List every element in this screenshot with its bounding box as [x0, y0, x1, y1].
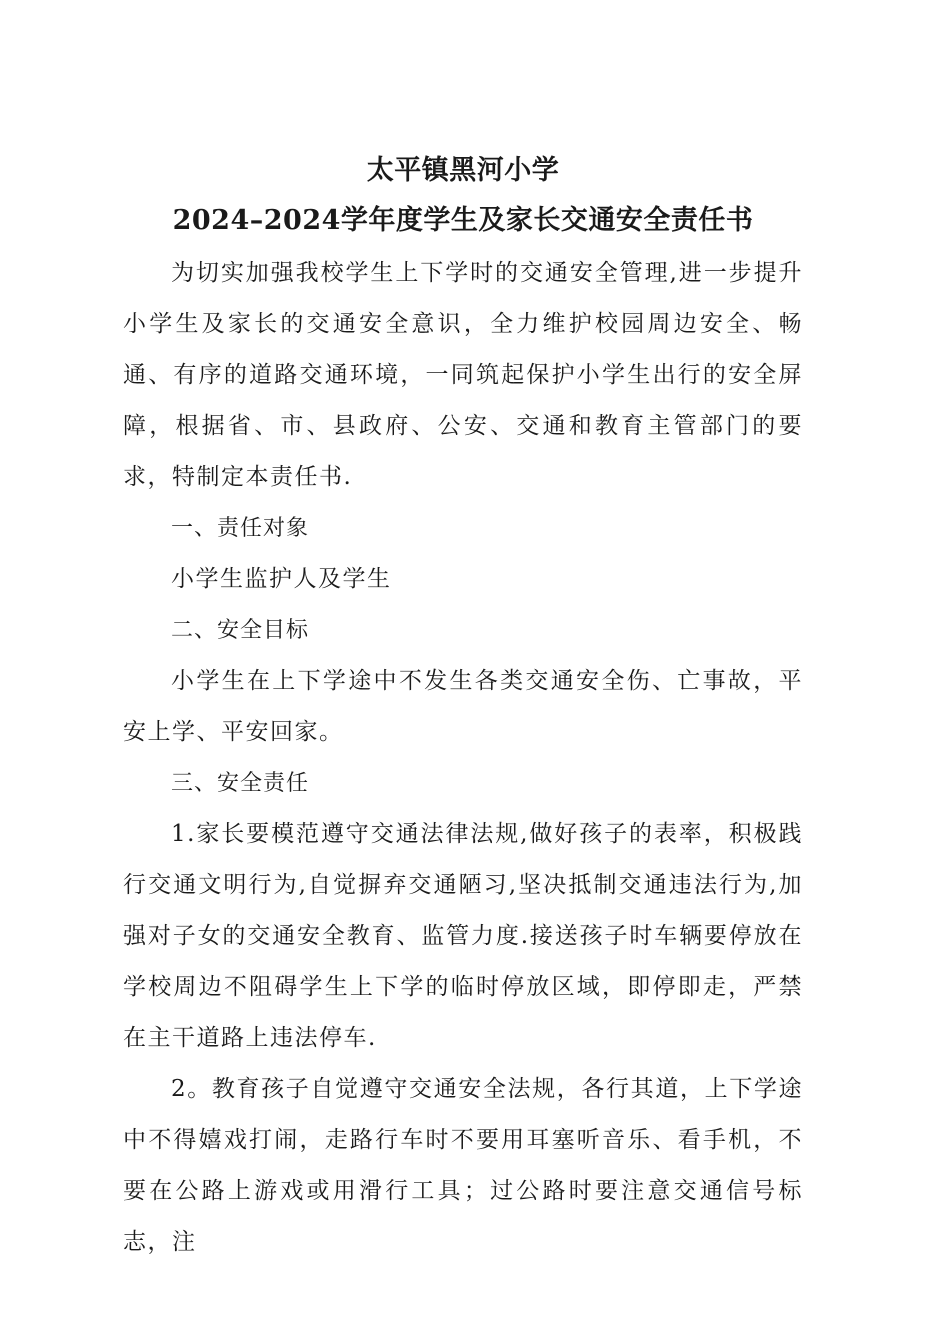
responsibility-item-1: 1.家长要模范遵守交通法律法规,做好孩子的表率，积极践行交通文明行为,自觉摒弃交通陋习,坚决抵制交通违法行为,加强对子女的交通安全教育、监管力度.接送孩子时车辆要停放在学校周边不阻碍学生上下学的临时停放区域，即停即走，严禁在主干道路上违法停车.	[123, 821, 803, 1051]
section-heading-safety-goal: 二、安全目标	[171, 618, 310, 643]
document-body	[123, 146, 803, 1268]
section-heading-responsible-party: 一、责任对象	[171, 516, 310, 541]
responsibility-item-2: 2。教育孩子自觉遵守交通安全法规，各行其道，上下学途中不得嬉戏打闹，走路行车时不要用耳塞听音乐、看手机，不要在公路上游戏或用滑行工具；过公路时要注意交通信号标志，注	[123, 1076, 803, 1255]
section-body-responsible-party: 小学生监护人及学生	[171, 566, 392, 592]
section-heading-safety-responsibility: 三、安全责任	[171, 771, 310, 796]
intro-paragraph: 为切实加强我校学生上下学时的交通安全管理,进一步提升小学生及家长的交通安全意识，全力维护校园周边安全、畅通、有序的道路交通环境，一同筑起保护小学生出行的安全屏障，根据省、市、县政府、公安、交通和教育主管部门的要求，特制定本责任书.	[123, 260, 803, 490]
section-body-safety-goal: 小学生在上下学途中不发生各类交通安全伤、亡事故，平安上学、平安回家。	[123, 668, 803, 745]
school-title: 太平镇黑河小学	[366, 155, 560, 186]
document-title: 2024–2024学年度学生及家长交通安全责任书	[172, 205, 754, 236]
